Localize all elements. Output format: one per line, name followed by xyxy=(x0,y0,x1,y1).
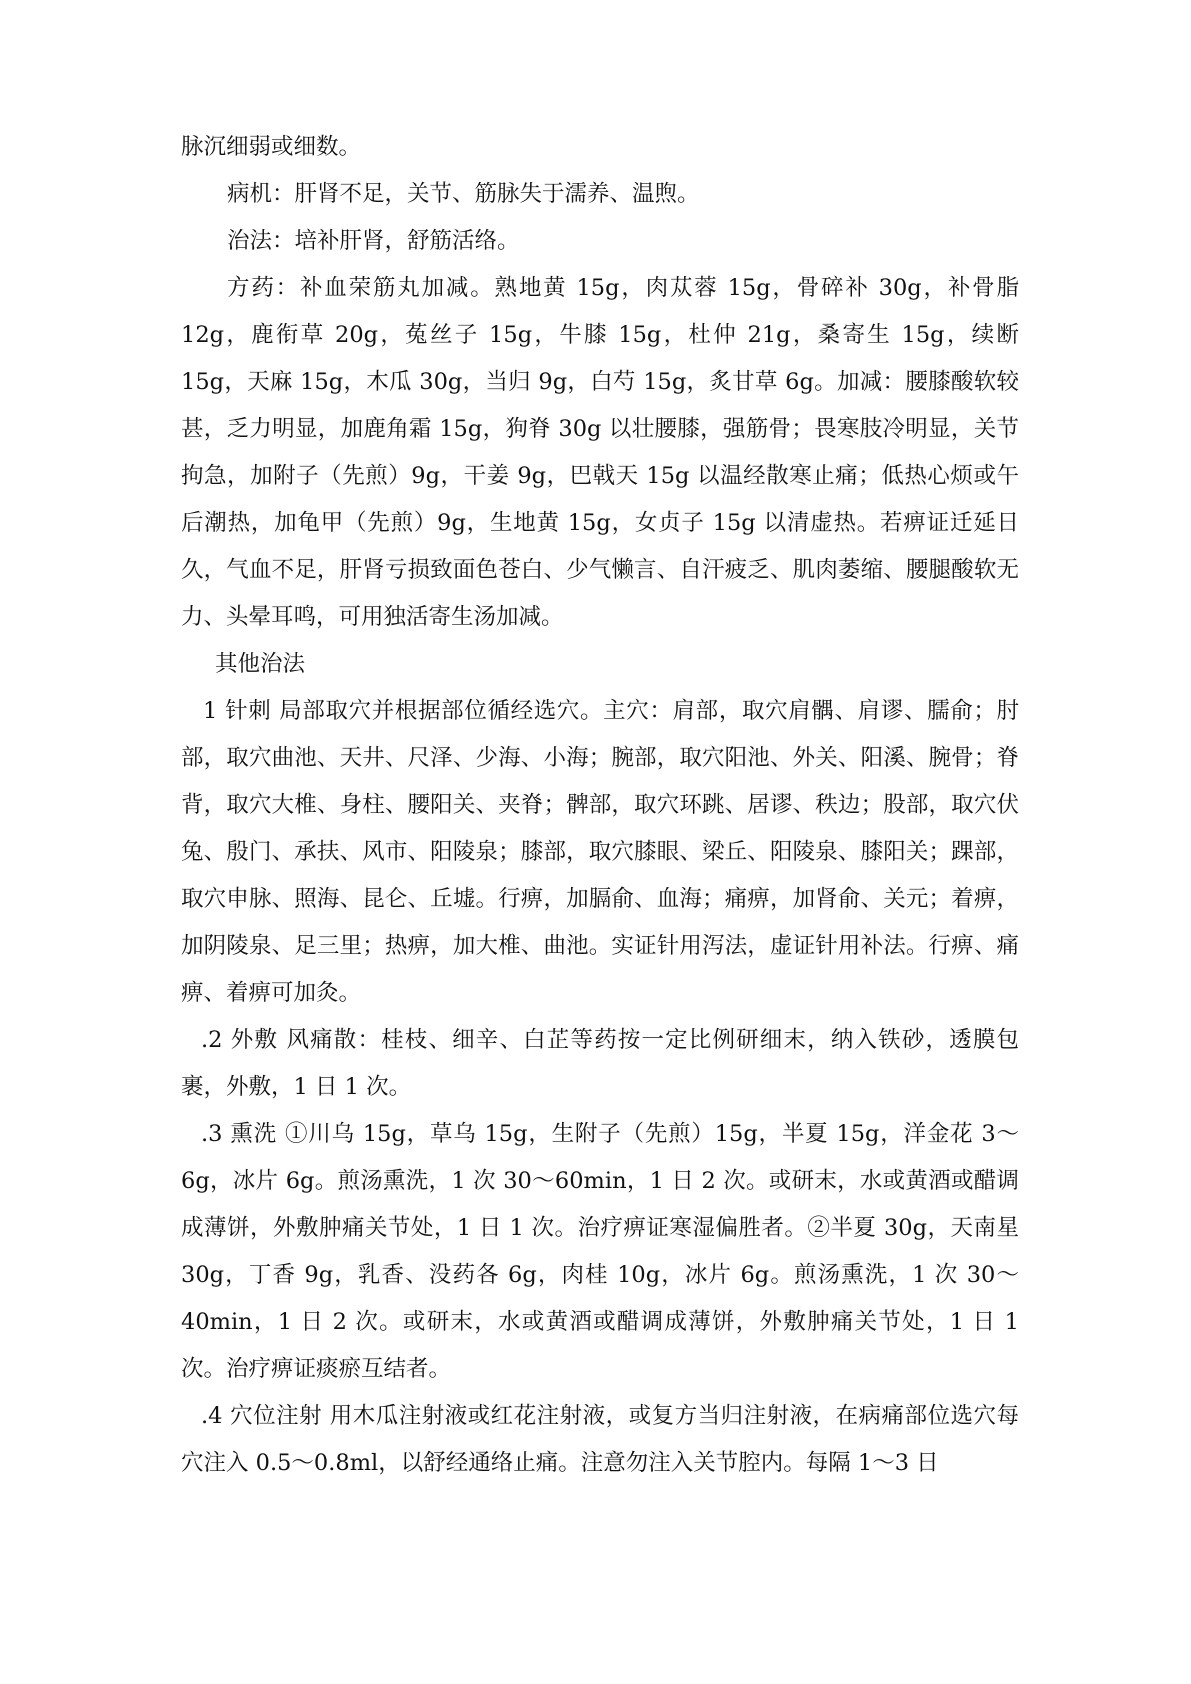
point-injection-paragraph: .4 穴位注射 用木瓜注射液或红花注射液，或复方当归注射液，在病痛部位选穴每穴注入 0.5～0.8ml，以舒经通络止痛。注意勿注入关节腔内。每隔 1～3 日 xyxy=(181,1403,1019,1476)
other-treatments-heading: 其他治法 xyxy=(215,651,306,677)
acupuncture-paragraph: 1 针刺 局部取穴并根据部位循经选穴。主穴：肩部，取穴肩髃、肩谬、臑俞；肘部，取穴曲池、天井、尺泽、少海、小海；腕部，取穴阳池、外关、阳溪、腕骨；脊背，取穴大椎、身柱、腰阳关、夹脊；髀部，取穴环跳、居谬、秩边；股部，取穴伏兔、殷门、承扶、风市、阳陵泉；膝部，取穴膝眼、梁丘、阳陵泉、膝阳关；踝部，取穴申脉、照海、昆仑、丘墟。行痹，加膈俞、血海；痛痹，加肾俞、关元；着痹，加阴陵泉、足三里；热痹，加大椎、曲池。实证针用泻法，虚证针用补法。行痹、痛痹、着痹可加灸。 xyxy=(181,698,1019,1006)
treatment-principle-paragraph: 治法：培补肝肾，舒筋活络。 xyxy=(227,228,520,254)
external-application-paragraph: .2 外敷 风痛散：桂枝、细辛、白芷等药按一定比例研细末，纳入铁砂，透膜包裹，外敷，1 日 1 次。 xyxy=(181,1027,1019,1100)
document-page xyxy=(181,124,1019,1487)
pathogenesis-paragraph: 病机：肝肾不足，关节、筋脉失于濡养、温煦。 xyxy=(227,181,700,207)
prescription-paragraph: 方药：补血荣筋丸加减。熟地黄 15g，肉苁蓉 15g，骨碎补 30g，补骨脂 12g，鹿衔草 20g，菟丝子 15g，牛膝 15g，杜仲 21g，桑寄生 15g，续断 15g，天麻 15g，木瓜 30g，当归 9g，白芍 15g，炙甘草 6g。加减：腰膝酸软较甚，乏力明显，加鹿角霜 15g，狗脊 30g 以壮腰膝，强筋骨；畏寒肢冷明显，关节拘急，加附子（先煎）9g，干姜 9g，巴戟天 15g 以温经散寒止痛；低热心烦或午后潮热，加龟甲（先煎）9g，生地黄 15g，女贞子 15g 以清虚热。若痹证迁延日久，气血不足，肝肾亏损致面色苍白、少气懒言、自汗疲乏、肌肉萎缩、腰腿酸软无力、头晕耳鸣，可用独活寄生汤加减。 xyxy=(181,275,1019,630)
continuation-text: 脉沉细弱或细数。 xyxy=(181,134,362,160)
fumigation-paragraph: .3 熏洗 ①川乌 15g，草乌 15g，生附子（先煎）15g，半夏 15g，洋金花 3～6g，冰片 6g。煎汤熏洗，1 次 30～60min，1 日 2 次。或研末，水或黄酒或醋调成薄饼，外敷肿痛关节处，1 日 1 次。治疗痹证寒湿偏胜者。②半夏 30g，天南星 30g，丁香 9g，乳香、没药各 6g，肉桂 10g，冰片 6g。煎汤熏洗，1 次 30～40min，1 日 2 次。或研末，水或黄酒或醋调成薄饼，外敷肿痛关节处，1 日 1 次。治疗痹证痰瘀互结者。 xyxy=(181,1121,1019,1382)
